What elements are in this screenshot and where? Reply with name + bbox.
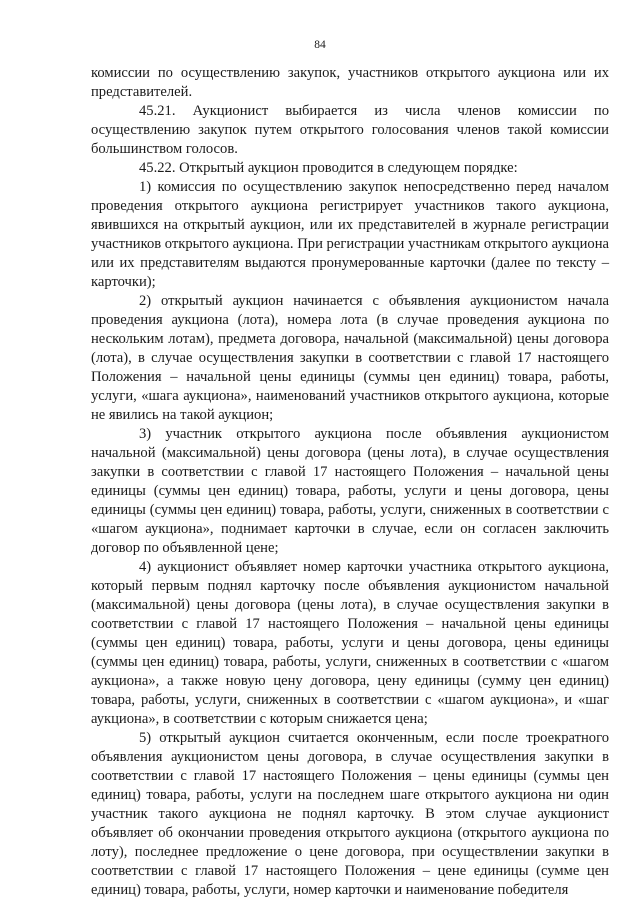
list-item-2: 2) открытый аукцион начинается с объявления аукционистом начала проведения аукциона (лота), номера лота (в случае проведения аукциона по нескольким лотам), предмета договора, начальной (максимальной) цены договора (лота), в случае осуществления закупки в соответствии с главой 17 настоящего Положения – начальной цены единицы (суммы цен единиц) товара, работы, услуги, «шага аукциона», наименований участников открытого аукциона, которые не явились на такой аукцион; — [91, 293, 609, 423]
list-item-3: 3) участник открытого аукциона после объявления аукционистом начальной (максимальной) цены договора (цены лота), в случае осуществления закупки в соответствии с главой 17 настоящего Положения – начальной цены единицы (суммы цен единиц) товара, работы, услуги и цены договора, цены единицы (суммы цен единиц) товара, работы, услуги, сниженных в соответствии с «шагом аукциона», поднимает карточки в случае, если он согласен заключить договор по объявленной цене; — [91, 426, 609, 556]
list-item-4: 4) аукционист объявляет номер карточки участника открытого аукциона, который первым поднял карточку после объявления аукционистом начальной (максимальной) цены договора (цены лота), в случае осуществления закупки в соответствии с главой 17 настоящего Положения – начальной цены единицы (суммы цен единиц) товара, работы, услуги и цены договора, цены единицы (суммы цен единиц) товара, работы, услуги, сниженных в соответствии с «шагом аукциона», а также новую цену договора, цену единицы (сумму цен единиц) товара, работы, услуги, сниженных в соответствии с «шагом аукциона», и «шаг аукциона», в соответствии с которым снижается цена; — [91, 559, 609, 727]
paragraph-continuation: комиссии по осуществлению закупок, участников открытого аукциона или их представителей. — [91, 65, 609, 100]
list-item-5: 5) открытый аукцион считается оконченным, если после троекратного объявления аукционистом цены договора, в случае осуществления закупки в соответствии с главой 17 настоящего Положения – цены единицы (суммы цен единиц) товара, работы, услуги на последнем шаге открытого аукциона ни один участник такого аукциона не поднял карточку. В этом случае аукционист объявляет об окончании проведения открытого аукциона (открытого аукциона по лоту), последнее предложение о цене договора, при осуществлении закупки в соответствии с главой 17 настоящего Положения – цене единицы (сумме цен единиц) товара, работы, услуги, номер карточки и наименование победителя — [91, 730, 609, 898]
document-body — [91, 64, 609, 900]
list-item-1: 1) комиссия по осуществлению закупок непосредственно перед началом проведения открытого аукциона регистрирует участников такого аукциона, явившихся на открытый аукцион, или их представителей в журнале регистрации участников открытого аукциона. При регистрации участникам открытого аукциона или их представителям выдаются пронумерованные карточки (далее по тексту – карточки); — [91, 179, 609, 290]
page-number: 84 — [314, 39, 326, 51]
paragraph-45-21: 45.21. Аукционист выбирается из числа членов комиссии по осуществлению закупок путем открытого голосования членов такой комиссии большинством голосов. — [91, 103, 609, 157]
paragraph-45-22: 45.22. Открытый аукцион проводится в следующем порядке: — [139, 160, 518, 176]
